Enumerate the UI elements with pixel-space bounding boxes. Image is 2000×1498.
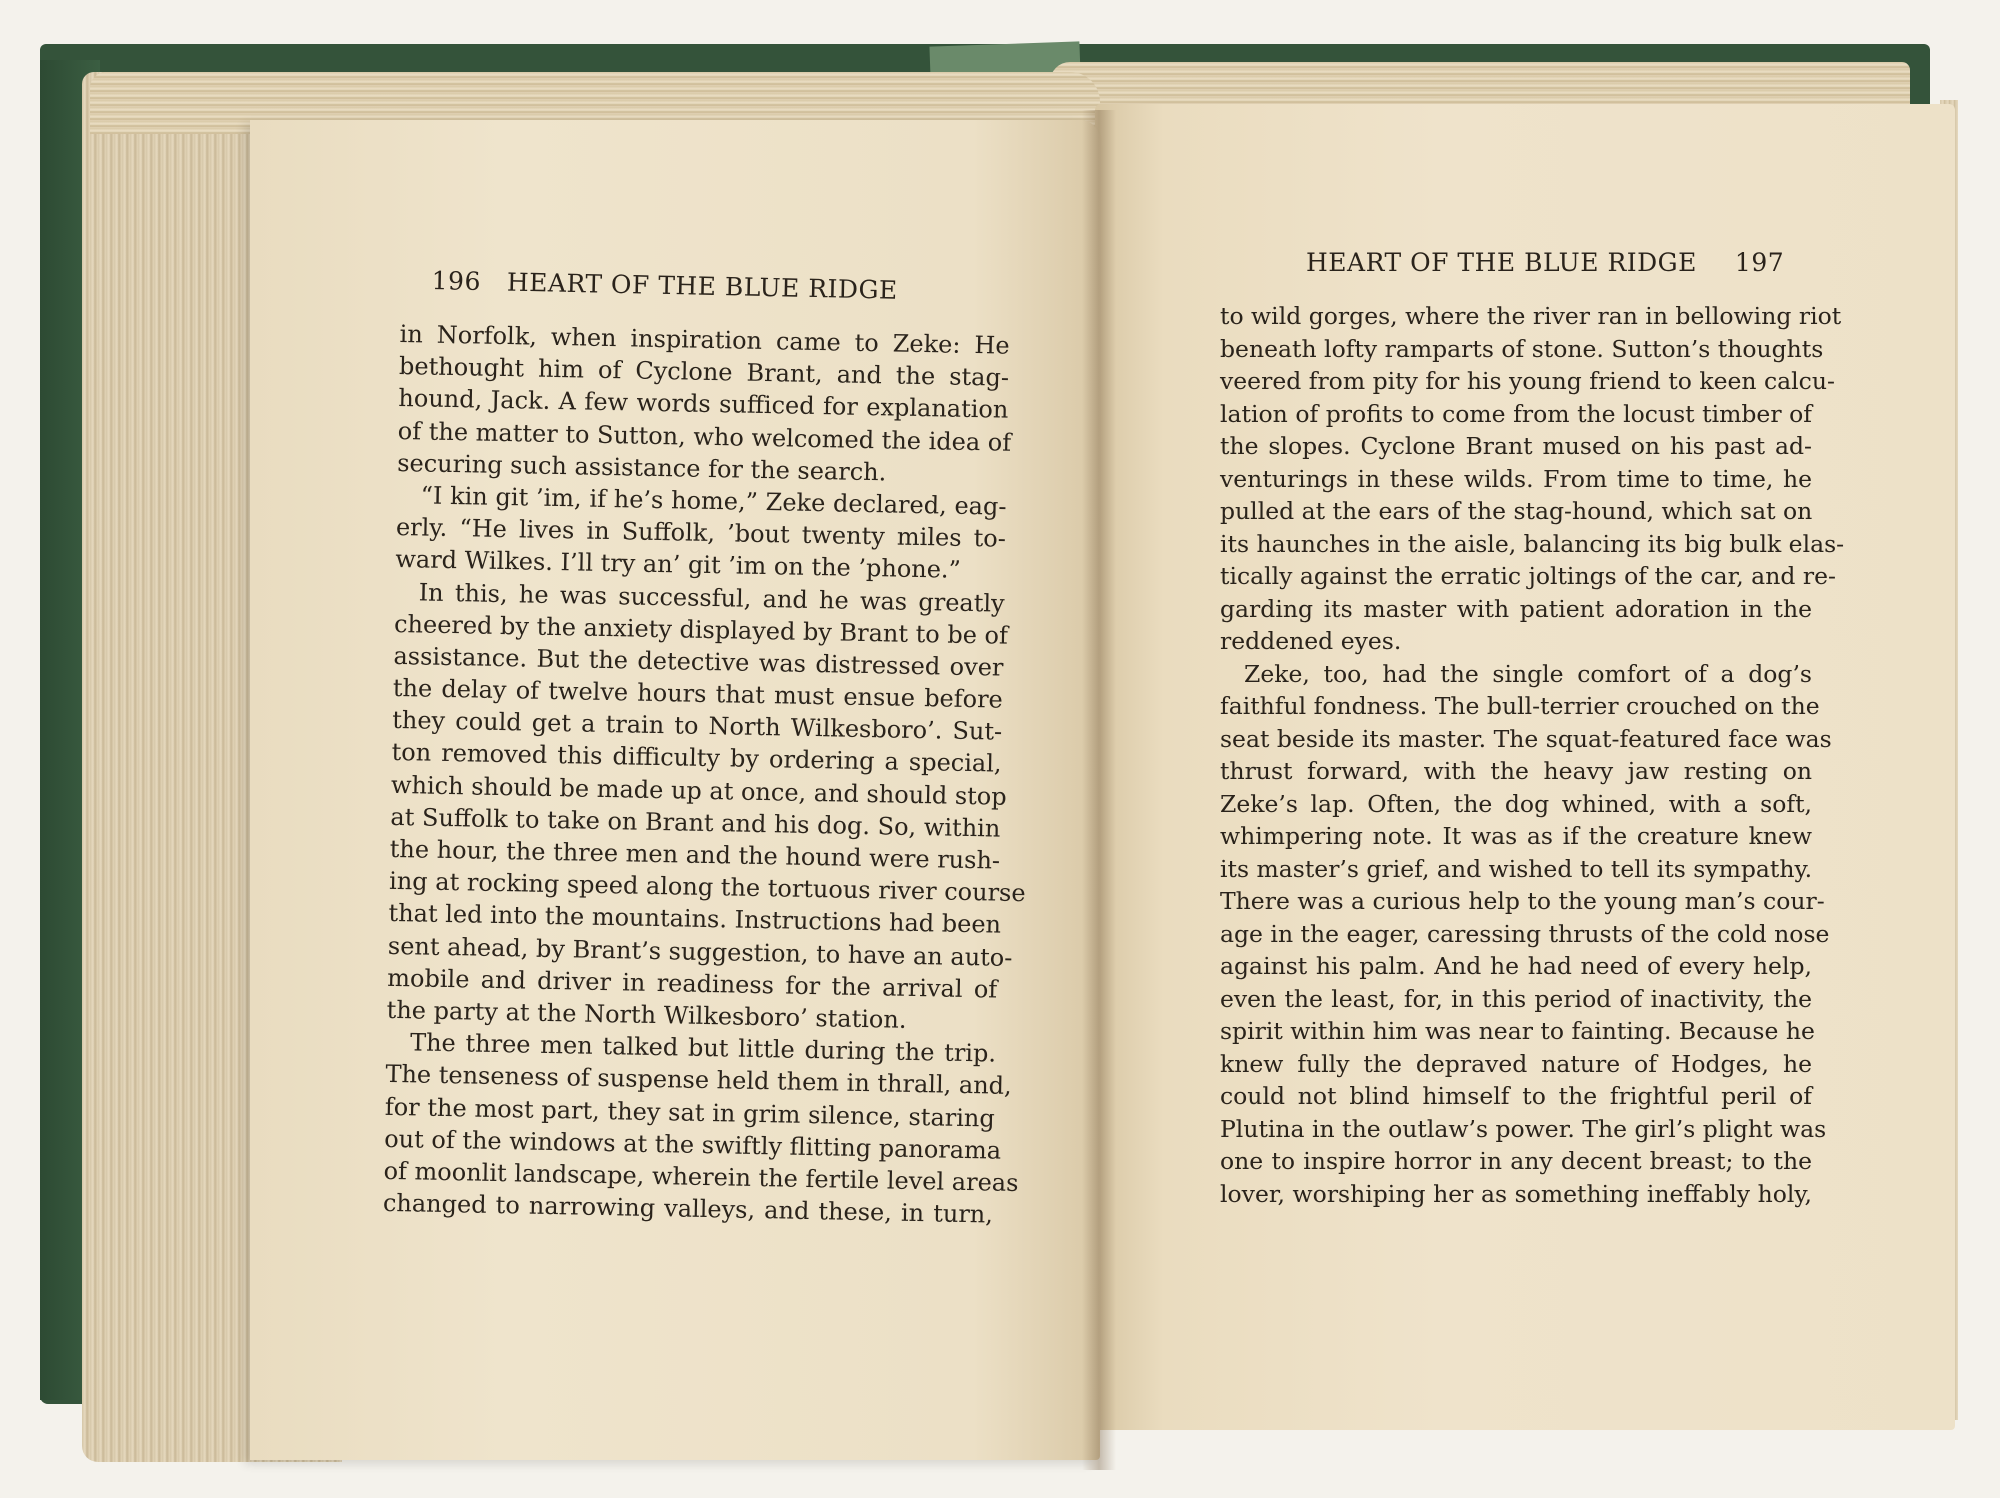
- text-line: out of the windows at the swiftly flitting panorama: [383, 1124, 1002, 1165]
- text-line: There was a curious help to the young man’s cour-: [1220, 887, 1825, 915]
- text-line: whimpering note. It was as if the creature knew: [1220, 822, 1812, 850]
- text-line: spirit within him was near to fainting. Because he: [1220, 1017, 1815, 1045]
- text-line: pulled at the ears of the stag-hound, which sat on: [1220, 497, 1813, 525]
- text-line: Plutina in the outlaw’s power. The girl’s plight was: [1220, 1114, 1827, 1143]
- text-line: changed to narrowing valleys, and these, in turn,: [382, 1188, 994, 1229]
- text-line: its haunches in the aisle, balancing its big bulk elas-: [1220, 529, 1845, 558]
- right-running-head: [1306, 248, 1784, 277]
- right-page-number: 197: [1734, 248, 1785, 277]
- left-running-title: HEART OF THE BLUE RIDGE: [506, 267, 899, 305]
- text-line: ward Wilkes. I’ll try an’ git ’im on the ’phone.”: [395, 545, 962, 585]
- text-line: The tenseness of suspense held them in thrall, and,: [385, 1060, 1012, 1101]
- text-line: thrust forward, with the heavy jaw resting on: [1220, 757, 1812, 785]
- text-line: against his palm. And he had need of every help,: [1220, 952, 1812, 980]
- text-line: mobile and driver in readiness for the arrival of: [387, 963, 998, 1004]
- right-page-body: [1220, 300, 1845, 1210]
- text-line: hound, Jack. A few words sufficed for explanation: [398, 384, 1009, 425]
- text-line: they could get a train to North Wilkesboro’. Sut-: [392, 706, 1003, 746]
- text-line: beneath lofty ramparts of stone. Sutton’s thoughts: [1220, 334, 1824, 363]
- text-line: sent ahead, by Brant’s suggestion, to have an auto-: [387, 931, 1013, 972]
- text-line: ton removed this difficulty by ordering a special,: [391, 738, 1002, 779]
- text-line: its master’s grief, and wished to tell its sympathy.: [1220, 854, 1813, 883]
- text-line: bethought him of Cyclone Brant, and the stag-: [398, 352, 1010, 392]
- text-line: the party at the North Wilkesboro’ station.: [386, 995, 907, 1034]
- text-line: the slopes. Cyclone Brant mused on his past ad-: [1220, 432, 1812, 460]
- text-line: cheered by the anxiety displayed by Brant to be of: [393, 609, 1009, 650]
- text-line: at Suffolk to take on Brant and his dog. So, within: [390, 802, 1001, 843]
- text-line: ing at rocking speed along the tortuous river course: [388, 867, 1026, 908]
- text-line: of moonlit landscape, wherein the fertile level areas: [383, 1156, 1019, 1197]
- text-line: Zeke’s lap. Often, the dog whined, with a soft,: [1220, 789, 1812, 818]
- text-line: one to inspire horror in any decent breast; to the: [1220, 1147, 1812, 1175]
- text-line: lover, worshiping her as something ineffably holy,: [1220, 1179, 1812, 1208]
- text-line: assistance. But the detective was distressed over: [393, 641, 1004, 682]
- text-line: knew fully the depraved nature of Hodges, he: [1220, 1049, 1812, 1078]
- text-line: veered from pity for his young friend to keen calcu-: [1220, 367, 1835, 395]
- text-line: erly. “He lives in Suffolk, ’bout twenty miles to-: [395, 513, 1007, 553]
- text-line: of the matter to Sutton, who welcomed the idea of: [397, 416, 1012, 457]
- text-line: even the least, for, in this period of inactivity, the: [1220, 984, 1812, 1013]
- text-line: the delay of twelve hours that must ensue before: [392, 673, 1004, 714]
- text-line: which should be made up at once, and should stop: [390, 770, 1007, 811]
- text-line: garding its master with patient adoration in the: [1220, 594, 1812, 623]
- text-line: “I kin git ’im, if he’s home,” Zeke declared, eag-: [420, 481, 1007, 521]
- text-line: Zeke, too, had the single comfort of a dog’s: [1244, 659, 1812, 688]
- text-line: seat beside its master. The squat-featured face was: [1220, 724, 1832, 753]
- text-line: for the most part, they sat in grim silence, staring: [384, 1092, 996, 1133]
- text-line: faithful fondness. The bull-terrier crouched on the: [1220, 692, 1820, 720]
- text-line: securing such assistance for the search.: [396, 448, 887, 487]
- right-running-title: HEART OF THE BLUE RIDGE: [1306, 248, 1697, 277]
- left-page-body: [382, 318, 1026, 1231]
- text-line: venturings in these wilds. From time to time, he: [1220, 464, 1812, 493]
- text-line: that led into the mountains. Instructions had been: [388, 899, 1002, 940]
- left-page-number: 196: [431, 266, 482, 297]
- text-line: reddened eyes.: [1220, 627, 1402, 655]
- text-line: the hour, the three men and the hound were rush-: [389, 834, 1001, 875]
- text-line: age in the eager, caressing thrusts of the cold nose: [1220, 919, 1830, 948]
- text-line: lation of profits to come from the locust timber of: [1220, 399, 1812, 428]
- text-line: The three men talked but little during the trip.: [409, 1028, 997, 1068]
- text-line: could not blind himself to the frightful peril of: [1220, 1082, 1812, 1110]
- text-line: to wild gorges, where the river ran in bellowing riot: [1220, 302, 1842, 330]
- text-line: in Norfolk, when inspiration came to Zeke: He: [399, 319, 1010, 360]
- text-line: tically against the erratic joltings of the car, and re-: [1220, 562, 1836, 590]
- book-gutter: [1082, 110, 1116, 1470]
- text-line: In this, he was successful, and he was greatly: [418, 577, 1005, 618]
